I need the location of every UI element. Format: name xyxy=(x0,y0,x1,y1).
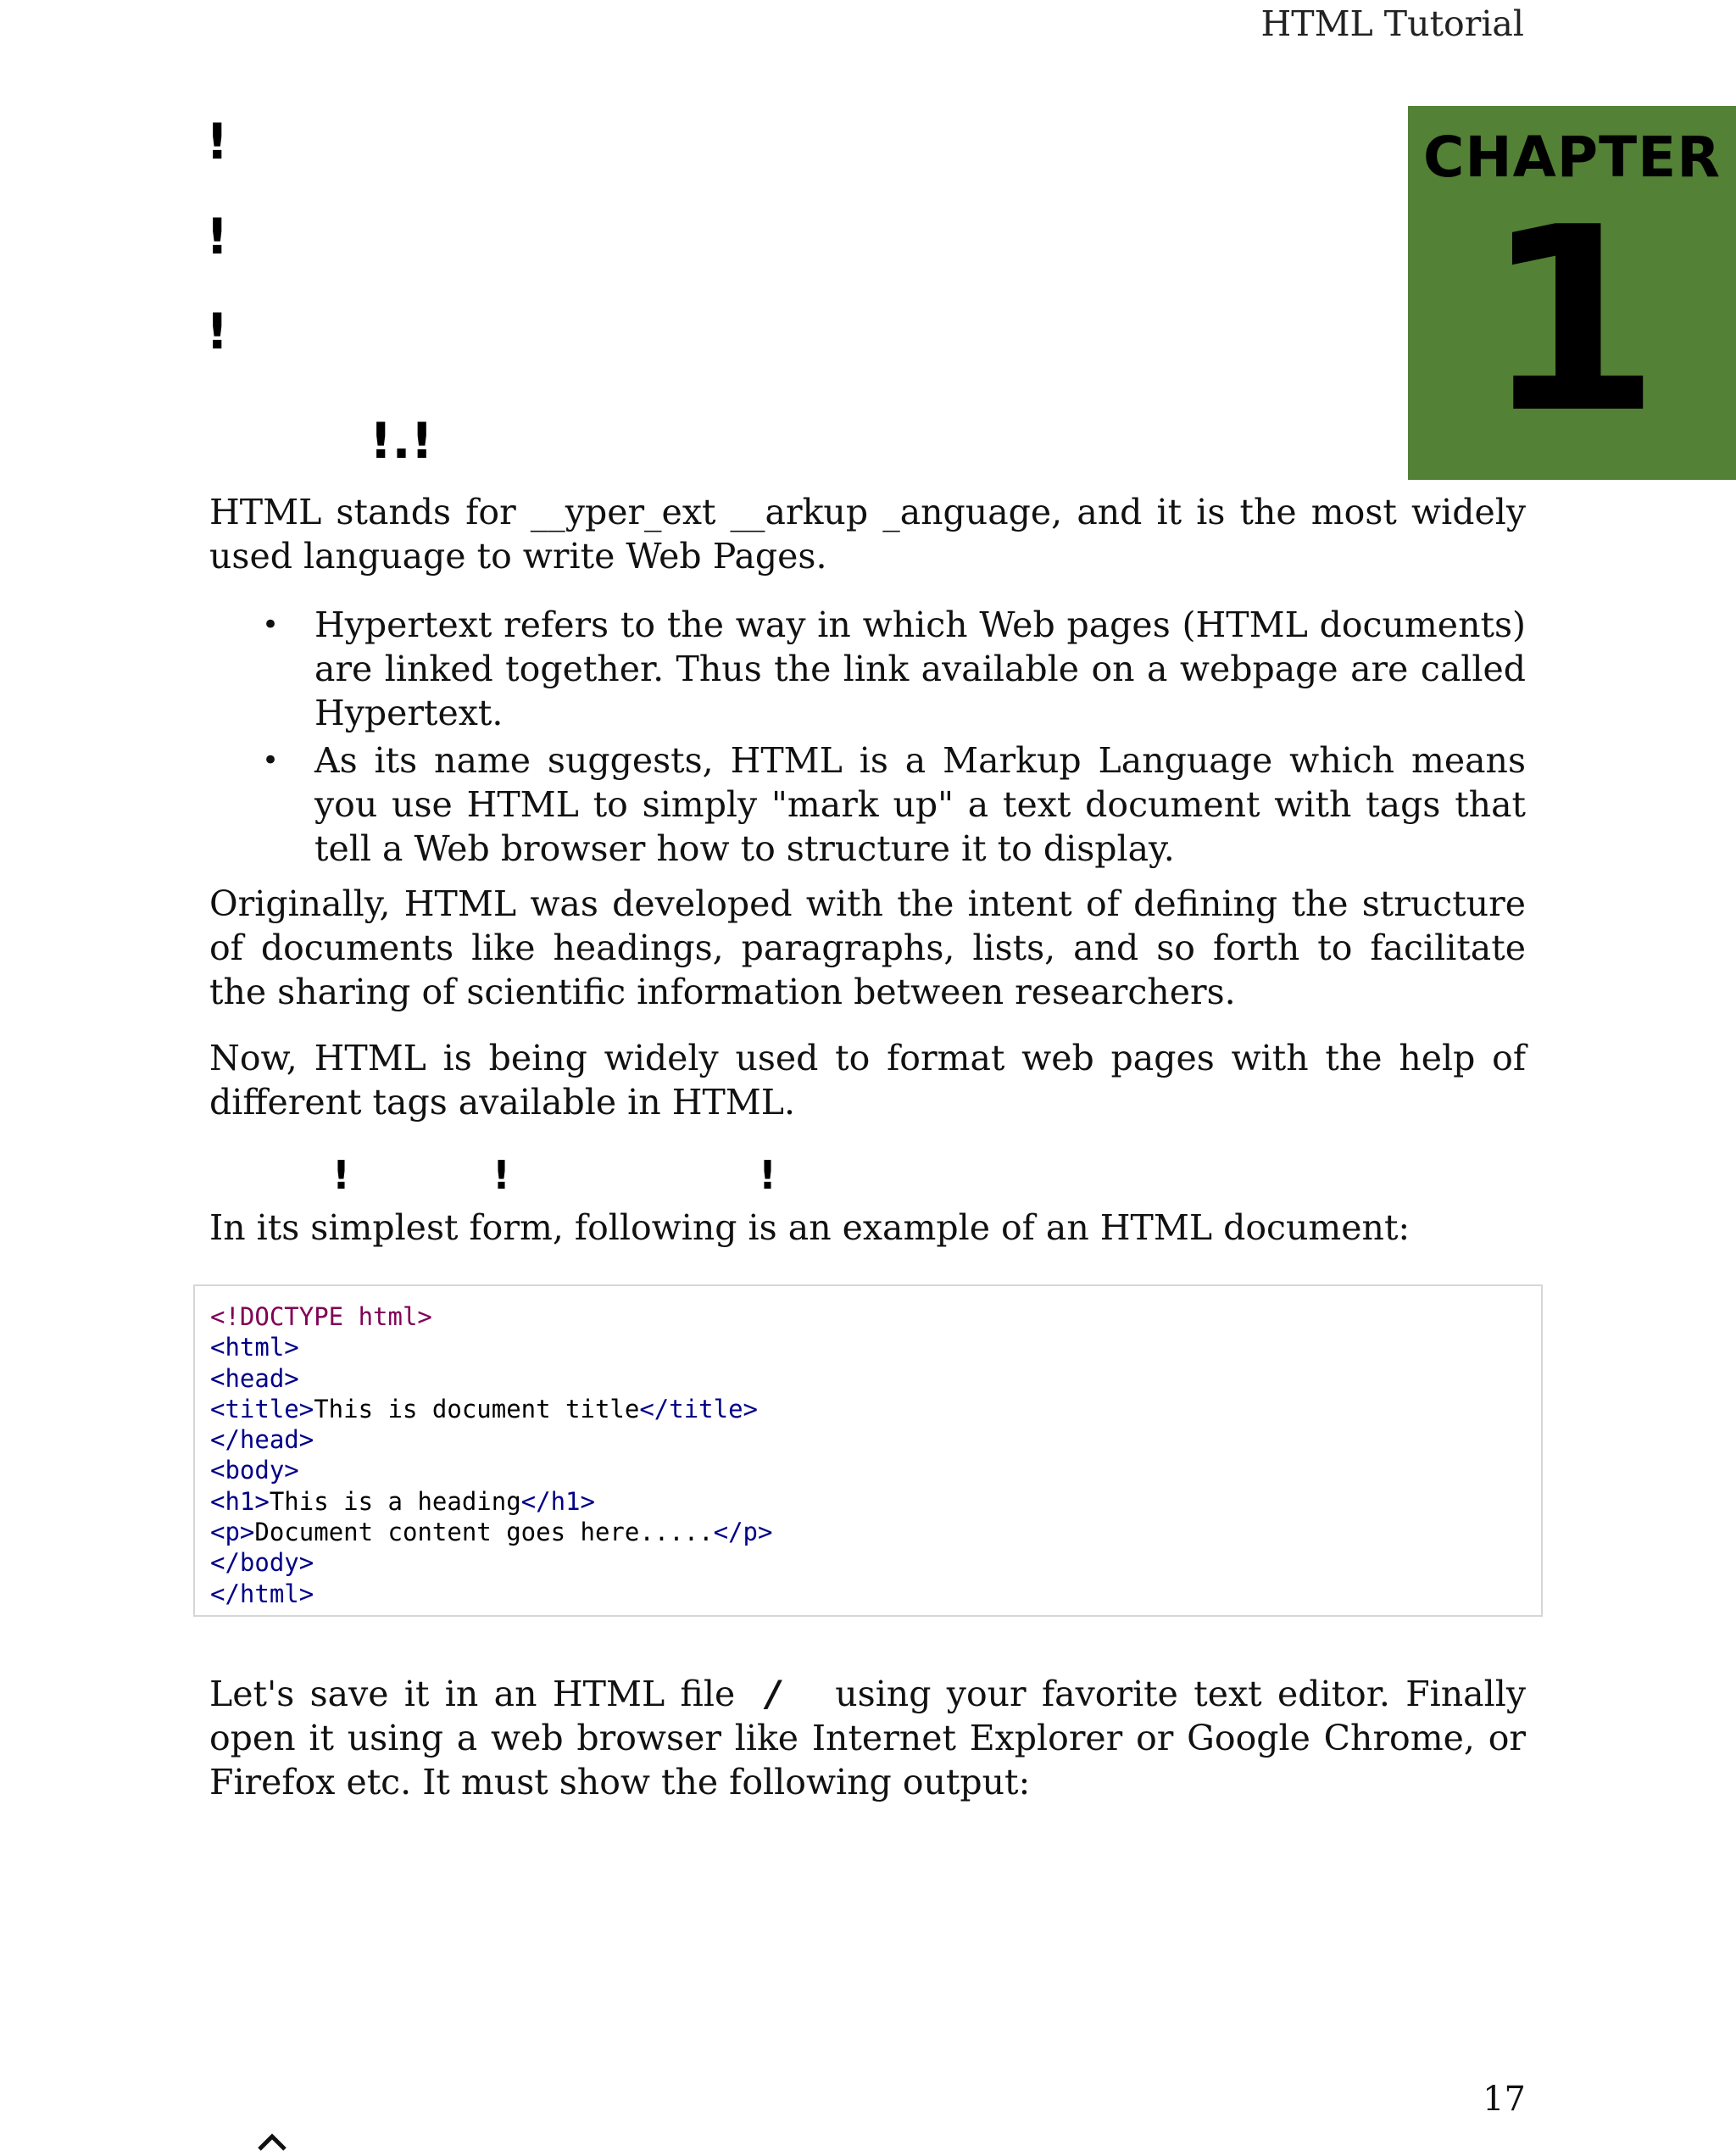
list-item xyxy=(209,603,1526,735)
code-line xyxy=(210,1301,1526,1332)
section-mark: ! xyxy=(759,1152,776,1198)
bullet-icon: • xyxy=(262,744,280,777)
tag-token: <head> xyxy=(210,1363,299,1393)
tag-token: </head> xyxy=(210,1425,314,1455)
tag-token: </title> xyxy=(639,1394,759,1423)
code-line xyxy=(210,1424,1526,1455)
code-line xyxy=(210,1332,1526,1362)
code-line xyxy=(210,1517,1526,1547)
code-line xyxy=(210,1455,1526,1485)
tag-token: </body> xyxy=(210,1548,314,1578)
tag-token: </h1> xyxy=(520,1486,595,1516)
tag-token: <body> xyxy=(210,1456,299,1485)
text-token: This is a heading xyxy=(269,1486,521,1516)
intro-paragraph: HTML stands for __yper_ext __arkup _anguage, and it is the most widely used language to write Web Pages. xyxy=(209,492,1526,577)
code-block xyxy=(193,1284,1543,1617)
list-item-text: Hypertext refers to the way in which Web pages (HTML documents) are linked together. Thus the link available on a webpage are called Hypertext. xyxy=(314,604,1526,733)
heading-mark: !.! xyxy=(370,412,433,470)
chapter-number: 1 xyxy=(1483,173,1661,469)
section-mark: ! xyxy=(492,1152,510,1198)
chapter-label: CHAPTER xyxy=(1422,125,1722,190)
chapter-badge xyxy=(1408,106,1736,480)
list-item-text: As its name suggests, HTML is a Markup Language which means you use HTML to simply "mark up" a text document with tags that tell a Web browser how to structure it to display. xyxy=(314,740,1526,869)
filename-slash xyxy=(735,1672,811,1716)
bullet-icon: • xyxy=(262,608,280,642)
side-mark: ! xyxy=(206,303,229,360)
tag-token: <p> xyxy=(210,1518,255,1547)
caret-up-icon xyxy=(256,2124,288,2156)
side-mark: ! xyxy=(206,208,229,265)
save-paragraph xyxy=(209,1672,1526,1804)
tag-token: <html> xyxy=(210,1333,299,1362)
code-line xyxy=(210,1394,1526,1424)
save-text-start: Let's save it in an HTML file xyxy=(209,1674,736,1714)
side-mark: ! xyxy=(206,113,229,170)
tag-token: </p> xyxy=(713,1518,773,1547)
code-line xyxy=(210,1547,1526,1578)
example-intro: In its simplest form, following is an example of an HTML document: xyxy=(209,1207,1410,1248)
bullet-list xyxy=(209,603,1526,874)
code-line xyxy=(210,1486,1526,1517)
section-mark: ! xyxy=(332,1152,350,1198)
save-text-end: using your favorite text editor. Finally open it using a web browser like Internet Explorer or Google Chrome, or Firefox etc. It must show the following output: xyxy=(209,1674,1526,1802)
code-line xyxy=(210,1579,1526,1609)
tag-token: </html> xyxy=(210,1579,314,1608)
list-item xyxy=(209,738,1526,871)
text-token: Document content goes here..... xyxy=(254,1518,714,1547)
slash-mark: / xyxy=(766,1673,780,1714)
tag-token: <title> xyxy=(210,1394,314,1423)
running-header: HTML Tutorial xyxy=(1260,3,1524,44)
origin-paragraph: Originally, HTML was developed with the intent of defining the structure of documents like headings, paragraphs, lists, and so forth to facilitate the sharing of scientific information between researchers. xyxy=(209,883,1526,1012)
page-number: 17 xyxy=(1483,2080,1526,2119)
usage-paragraph: Now, HTML is being widely used to format web pages with the help of different tags available in HTML. xyxy=(209,1038,1526,1123)
doctype-token: <!DOCTYPE html> xyxy=(210,1302,432,1331)
text-token: This is document title xyxy=(314,1394,640,1423)
code-line xyxy=(210,1363,1526,1394)
tag-token: <h1> xyxy=(210,1486,270,1516)
